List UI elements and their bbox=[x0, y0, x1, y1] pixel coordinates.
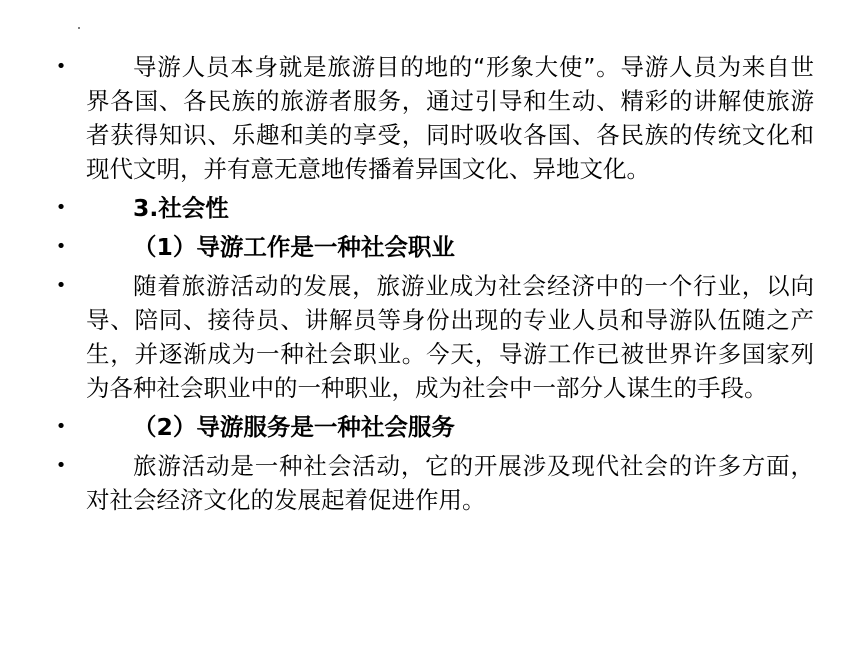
bullet-icon: • bbox=[55, 56, 67, 77]
bullet-item-subheading-1 bbox=[54, 230, 814, 264]
bullet-icon: • bbox=[55, 197, 67, 218]
section-heading: 3.社会性 bbox=[133, 194, 229, 222]
bullet-text: 随着旅游活动的发展，旅游业成为社会经济中的一个行业，以向导、陪同、接待员、讲解员等身份出现的专业人员和导游队伍随之产生，并逐渐成为一种社会职业。今天，导游工作已被世界许多国家列为各种社会职业中的一种职业，成为社会中一部分人谋生的手段。 bbox=[86, 272, 814, 402]
subheading: （2）导游服务是一种社会服务 bbox=[133, 413, 455, 441]
subheading: （1）导游工作是一种社会职业 bbox=[133, 233, 455, 261]
bullet-icon: • bbox=[55, 455, 67, 476]
bullet-icon: • bbox=[55, 416, 67, 437]
decorative-dot bbox=[78, 27, 80, 29]
bullet-item-paragraph-1 bbox=[54, 269, 814, 405]
bullet-item-paragraph-2 bbox=[54, 449, 814, 517]
bullet-icon: • bbox=[55, 275, 67, 296]
bullet-item-intro bbox=[54, 50, 814, 186]
bullet-item-subheading-2 bbox=[54, 410, 814, 444]
bullet-text: 旅游活动是一种社会活动，它的开展涉及现代社会的许多方面，对社会经济文化的发展起着促进作用。 bbox=[86, 452, 814, 514]
bullet-item-section-heading bbox=[54, 191, 814, 225]
bullet-list bbox=[54, 50, 814, 522]
bullet-icon: • bbox=[55, 236, 67, 257]
bullet-text: 导游人员本身就是旅游目的地的“形象大使”。导游人员为来自世界各国、各民族的旅游者服务，通过引导和生动、精彩的讲解使旅游者获得知识、乐趣和美的享受，同时吸收各国、各民族的传统文化和现代文明，并有意无意地传播着异国文化、异地文化。 bbox=[86, 53, 814, 183]
